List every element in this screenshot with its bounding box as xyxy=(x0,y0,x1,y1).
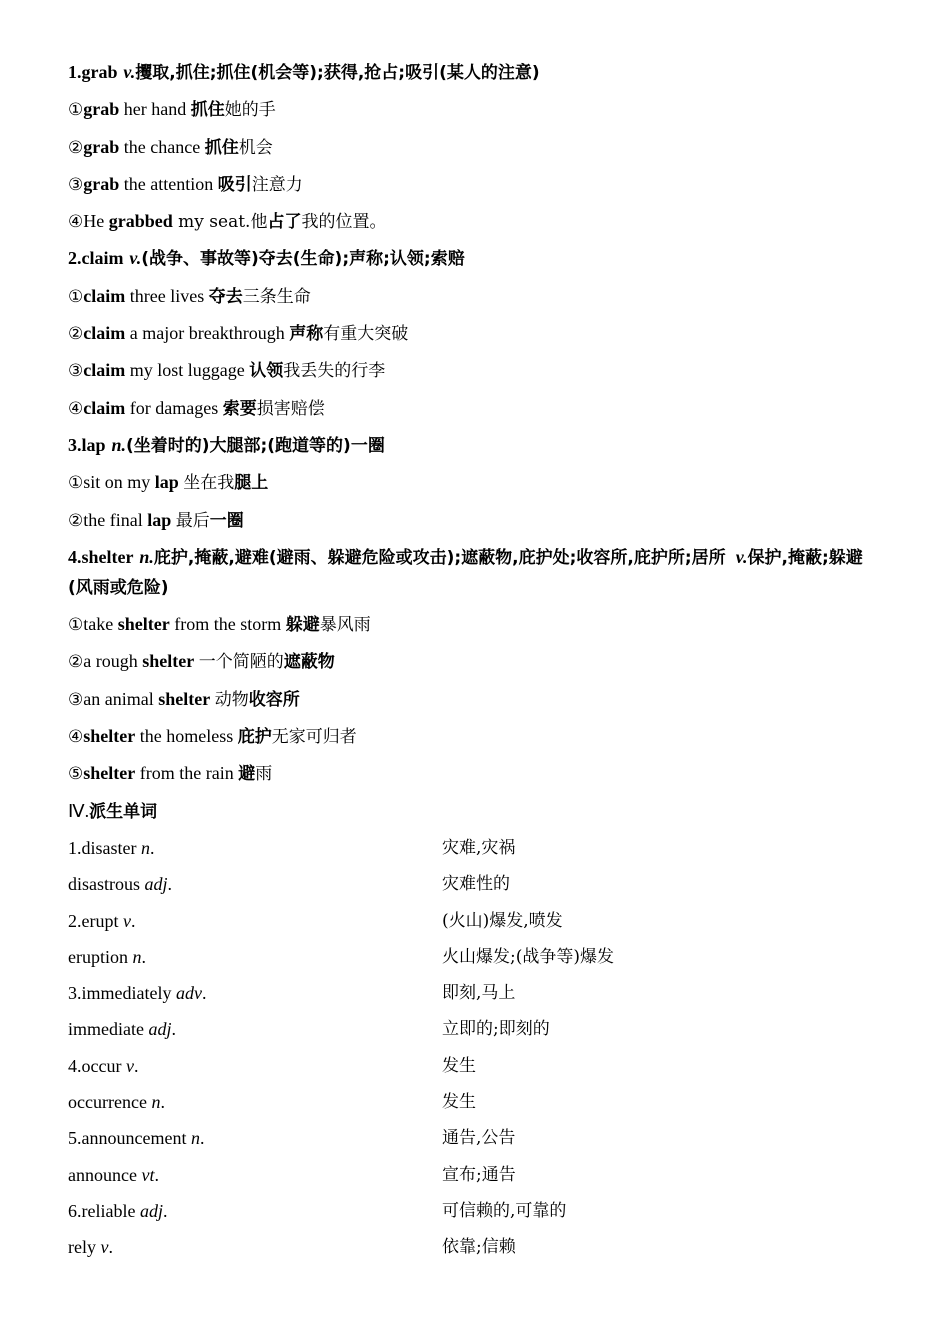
derived-meaning: 可信赖的,可靠的 xyxy=(442,1200,567,1221)
entry-heading-claim: 2.claim v.(战争、事故等)夺去(生命);声称;认领;索赔 xyxy=(68,248,465,270)
example-line: ②the final lap 最后一圈 xyxy=(68,509,244,531)
example-line: ①take shelter from the storm 躲避暴风雨 xyxy=(68,614,371,636)
example-line: ③claim my lost luggage 认领我丢失的行李 xyxy=(68,360,386,382)
example-line: ③grab the attention 吸引注意力 xyxy=(68,173,303,195)
derived-word-row xyxy=(68,872,878,896)
entry-heading-lap: 3.lap n.(坐着时的)大腿部;(跑道等的)一圈 xyxy=(68,434,385,456)
example-line: ③an animal shelter 动物收容所 xyxy=(68,688,300,710)
derived-word: immediate adj. xyxy=(68,1019,176,1040)
derived-word: announce vt. xyxy=(68,1164,159,1185)
derived-meaning: 发生 xyxy=(442,1055,476,1076)
derived-word: 5.announcement n. xyxy=(68,1128,205,1149)
derived-word-row xyxy=(68,1090,878,1114)
example-line: ④He grabbed my seat.他占了我的位置。 xyxy=(68,211,387,233)
derived-meaning: 发生 xyxy=(442,1092,476,1113)
derived-meaning: 即刻,马上 xyxy=(442,983,516,1004)
derived-meaning: 灾难,灾祸 xyxy=(442,837,516,858)
derived-word: 1.disaster n. xyxy=(68,837,155,858)
derived-word-row xyxy=(68,945,878,969)
derived-word: 4.occur v. xyxy=(68,1055,139,1076)
derived-word-row xyxy=(68,1054,878,1078)
entry-heading-shelter: 4.shelter n.庇护,掩蔽,避难(避雨、躲避危险或攻击);遮蔽物,庇护处;收容所,庇护所;居所 v.保护,掩蔽;躲避(风雨或危险) xyxy=(68,546,863,598)
example-line: ①grab her hand 抓住她的手 xyxy=(68,99,276,121)
derived-word-row xyxy=(68,1199,878,1223)
example-line: ①sit on my lap 坐在我腿上 xyxy=(68,472,269,494)
derived-word-row xyxy=(68,1126,878,1150)
derived-word: occurrence n. xyxy=(68,1092,165,1113)
derived-word: 2.erupt v. xyxy=(68,910,136,931)
example-line: ②claim a major breakthrough 声称有重大突破 xyxy=(68,323,409,345)
derived-word: 3.immediately adv. xyxy=(68,983,207,1004)
derived-word-row xyxy=(68,1235,878,1259)
derived-meaning: 宣布;通告 xyxy=(442,1164,516,1185)
derived-word: 6.reliable adj. xyxy=(68,1200,168,1221)
derived-word-row xyxy=(68,981,878,1005)
derived-meaning: 通告,公告 xyxy=(442,1128,516,1149)
example-line: ④claim for damages 索要损害赔偿 xyxy=(68,397,325,419)
derived-word-row xyxy=(68,909,878,933)
derived-meaning: 依靠;信赖 xyxy=(442,1237,516,1258)
derived-meaning: (火山)爆发,喷发 xyxy=(442,910,563,931)
entry-heading-grab: 1.grab v.攫取,抓住;抓住(机会等);获得,抢占;吸引(某人的注意) xyxy=(68,62,540,83)
example-line: ⑤shelter from the rain 避雨 xyxy=(68,763,273,785)
example-line: ④shelter the homeless 庇护无家可归者 xyxy=(68,726,357,748)
derived-word-row xyxy=(68,1017,878,1041)
derived-word-row xyxy=(68,836,878,860)
derived-words-list xyxy=(68,836,878,1259)
example-line: ②a rough shelter 一个简陋的遮蔽物 xyxy=(68,651,335,673)
derived-word: rely v. xyxy=(68,1237,113,1258)
derived-meaning: 火山爆发;(战争等)爆发 xyxy=(442,946,614,967)
section-heading: Ⅳ.派生单词 xyxy=(68,800,158,822)
derived-word: disastrous adj. xyxy=(68,874,173,895)
derived-word: eruption n. xyxy=(68,946,146,967)
derived-meaning: 立即的;即刻的 xyxy=(442,1019,550,1040)
document-page xyxy=(68,60,878,1259)
example-line: ②grab the chance 抓住机会 xyxy=(68,136,273,158)
derived-meaning: 灾难性的 xyxy=(442,874,510,895)
example-line: ①claim three lives 夺去三条生命 xyxy=(68,285,311,307)
derived-word-row xyxy=(68,1163,878,1187)
